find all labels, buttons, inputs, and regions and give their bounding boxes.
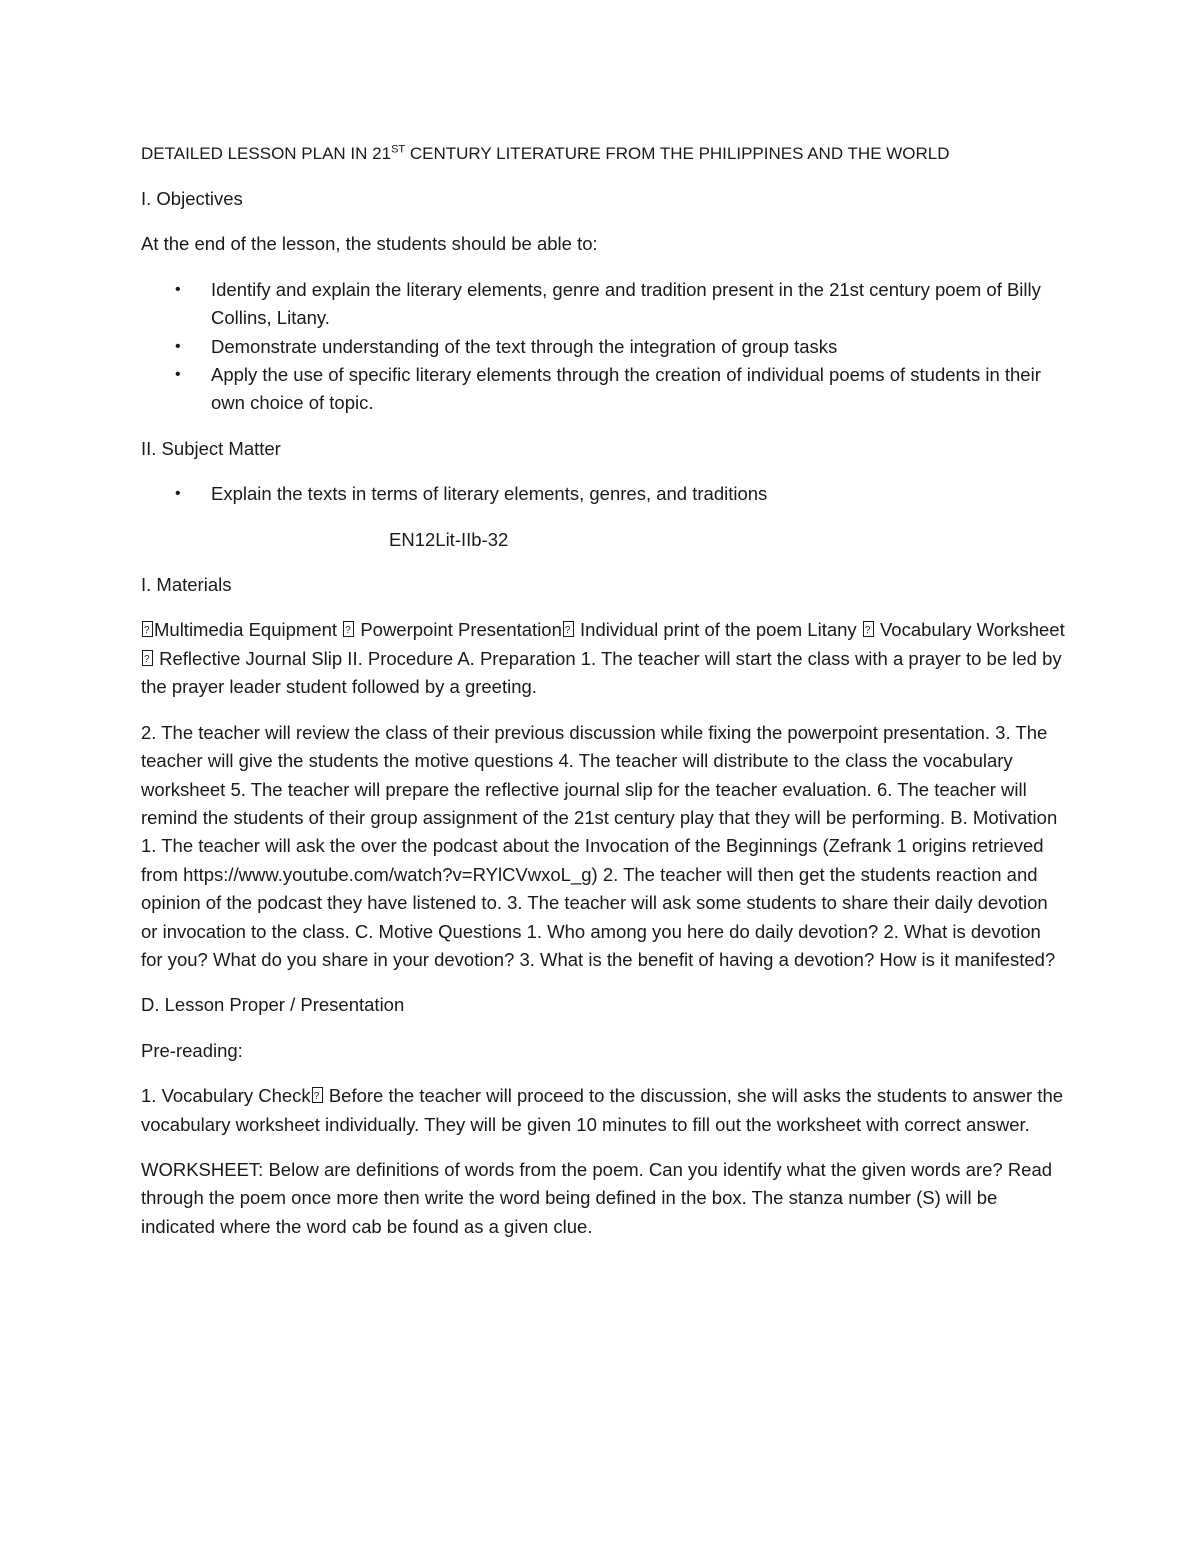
vocabulary-check-paragraph: 1. Vocabulary Check? Before the teacher will proceed to the discussion, she will asks the students to answer the vocabulary worksheet individually. They will be given 10 minutes to fill out the worksheet with correct answer. <box>141 1082 1066 1139</box>
lesson-proper-heading: D. Lesson Proper / Presentation <box>141 994 405 1016</box>
objective-item: • Identify and explain the literary elements, genre and tradition present in the 21st century poem of Billy Collins, Litany. <box>141 276 1066 333</box>
document-body <box>141 140 1066 1258</box>
missing-glyph-icon <box>142 650 153 666</box>
objectives-list <box>141 276 1066 418</box>
bullet-icon: • <box>175 485 181 503</box>
competency-code: EN12Lit-IIb-32 <box>389 528 509 550</box>
bullet-icon: • <box>175 366 181 384</box>
materials-heading: I. Materials <box>141 574 232 596</box>
subject-matter-item: • Explain the texts in terms of literary elements, genres, and traditions <box>141 480 1066 508</box>
materials-paragraph: ?Multimedia Equipment ? Powerpoint Presentation? Individual print of the poem Litany ? Vocabulary Worksheet ? Reflective Journal Slip II. Procedure A. Preparation 1. The teacher will start the class with a prayer to be led by the prayer leader student followed by a greeting. <box>141 616 1066 701</box>
objective-item: • Demonstrate understanding of the text through the integration of group tasks <box>141 333 1066 361</box>
worksheet-paragraph: WORKSHEET: Below are definitions of words from the poem. Can you identify what the given words are? Read through the poem once more then write the word being defined in the box. The stanza number (S) will be indicated where the word cab be found as a given clue. <box>141 1158 1053 1237</box>
subject-matter-heading: II. Subject Matter <box>141 437 281 459</box>
missing-glyph-icon <box>863 621 874 637</box>
missing-glyph-icon <box>563 621 574 637</box>
pre-reading-label: Pre-reading: <box>141 1039 243 1061</box>
missing-glyph-icon <box>343 621 354 637</box>
objectives-intro: At the end of the lesson, the students should be able to: <box>141 233 598 255</box>
objectives-heading: I. Objectives <box>141 188 243 209</box>
bullet-icon: • <box>175 280 181 298</box>
missing-glyph-icon <box>142 621 153 637</box>
procedure-paragraph: 2. The teacher will review the class of their previous discussion while fixing the powerpoint presentation. 3. The teacher will give the students the motive questions 4. The teacher will distribute to the class the vocabulary worksheet 5. The teacher will prepare the reflective journal slip for the teacher evaluation. 6. The teacher will remind the students of their group assignment of the 21st century play that they will be performing. B. Motivation 1. The teacher will ask the over the podcast about the Invocation of the Beginnings (Zefrank 1 origins retrieved from https://www.youtube.com/watch?v=RYlCVwxoL_g) 2. The teacher will then get the students reaction and opinion of the podcast they have listened to. 3. The teacher will ask some students to share their daily devotion or invocation to the class. C. Motive Questions 1. Who among you here do daily devotion? 2. What is devotion for you? What do you share in your devotion? 3. What is the benefit of having a devotion? How is it manifested? <box>141 721 1058 970</box>
title-superscript: ST <box>391 143 406 156</box>
objective-item: • Apply the use of specific literary elements through the creation of individual poems of students in their own choice of topic. <box>141 361 1066 418</box>
subject-matter-list <box>141 480 1066 508</box>
missing-glyph-icon <box>312 1087 323 1103</box>
document-title: DETAILED LESSON PLAN IN 21ST CENTURY LITERATURE FROM THE PHILIPPINES AND THE WORLD <box>141 143 950 163</box>
bullet-icon: • <box>175 337 181 355</box>
